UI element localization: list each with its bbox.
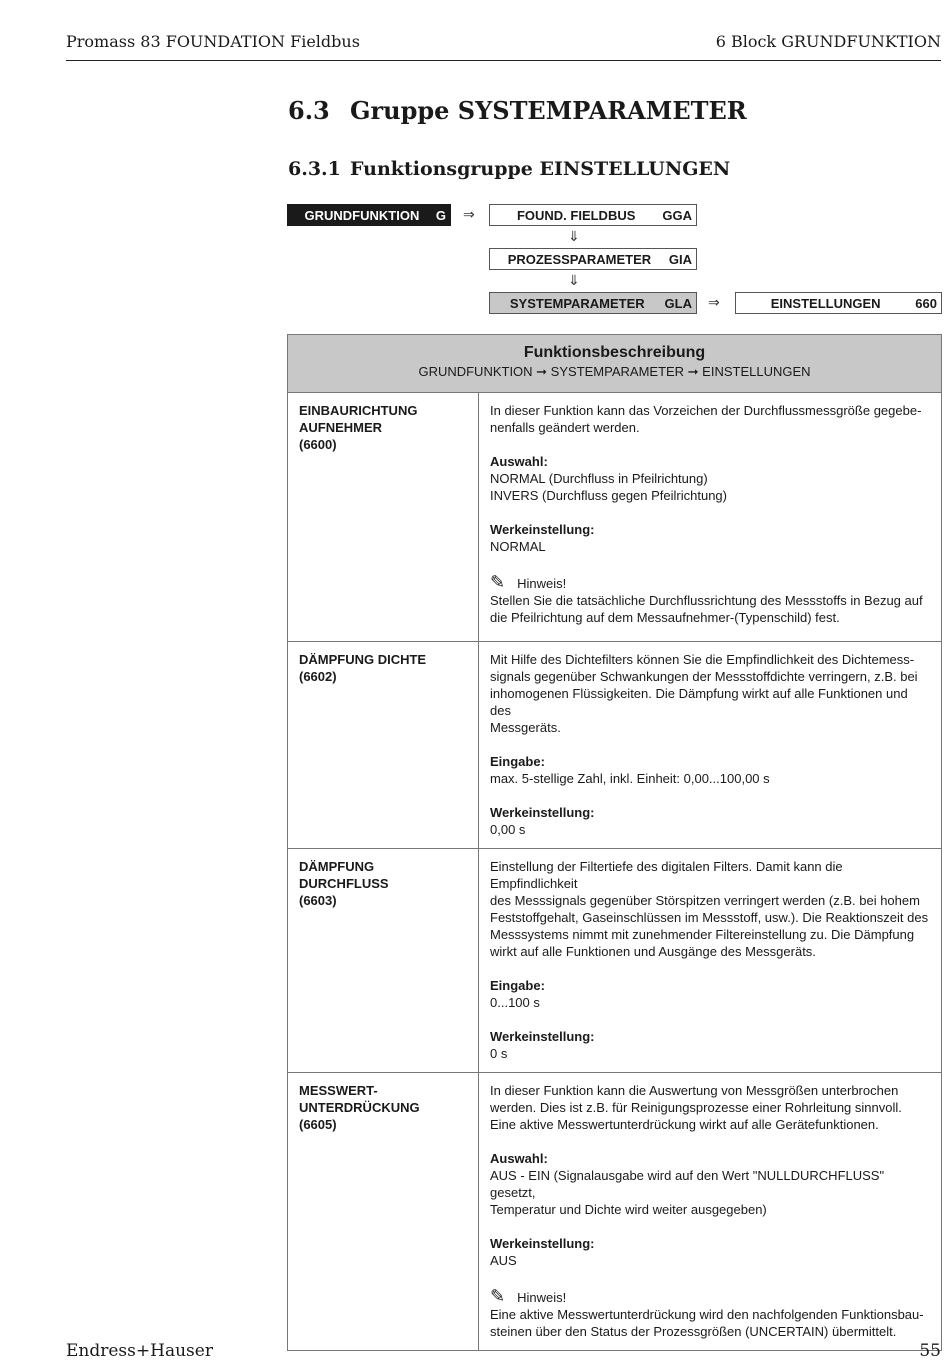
nav-label: FOUND. FIELDBUS bbox=[516, 207, 636, 223]
function-name-line: DURCHFLUSS bbox=[299, 876, 389, 891]
nav-arrow-right-icon: ⇒ bbox=[708, 294, 720, 310]
selection-option: Temperatur und Dichte wird weiter ausgegeben) bbox=[490, 1202, 767, 1217]
function-name bbox=[288, 393, 479, 642]
function-code: (6605) bbox=[299, 1117, 337, 1132]
table-row bbox=[288, 642, 942, 849]
nav-code: GGA bbox=[662, 207, 692, 223]
nav-label: GRUNDFUNKTION bbox=[304, 207, 420, 223]
function-name-line: EINBAURICHTUNG bbox=[299, 403, 418, 418]
description-line: inhomogenen Flüssigkeiten. Die Dämpfung wirkt auf alle Funktionen und des bbox=[490, 686, 908, 718]
header-rule bbox=[66, 60, 941, 61]
selection-option: INVERS (Durchfluss gegen Pfeilrichtung) bbox=[490, 488, 727, 503]
hint-line: die Pfeilrichtung auf dem Messaufnehmer-(Typenschild) fest. bbox=[490, 610, 840, 625]
nav-box-fieldbus bbox=[489, 204, 697, 226]
input-label: Eingabe: bbox=[490, 978, 545, 993]
hint bbox=[490, 574, 930, 592]
pencil-icon: ✎ bbox=[490, 1286, 506, 1306]
table-row bbox=[288, 849, 942, 1073]
function-code: (6600) bbox=[299, 437, 337, 452]
function-name-line: AUFNEHMER bbox=[299, 420, 383, 435]
function-name bbox=[288, 849, 479, 1073]
description-line: Messgeräts. bbox=[490, 720, 561, 735]
header-chapter: 6 Block GRUNDFUNKTION bbox=[715, 32, 941, 51]
description-line: Mit Hilfe des Dichtefilters können Sie die Empfindlichkeit des Dichtemess- bbox=[490, 652, 915, 667]
page-number: 55 bbox=[919, 1341, 941, 1361]
subsection-title: Funktionsgruppe EINSTELLUNGEN bbox=[350, 158, 731, 180]
nav-box-einstellungen bbox=[735, 292, 942, 314]
description-line: signals gegenüber Schwankungen der Messstoffdichte verringern, z.B. bei bbox=[490, 669, 918, 684]
table-header-row bbox=[288, 335, 942, 393]
footer-brand: Endress+Hauser bbox=[66, 1341, 213, 1361]
description-line: wirkt auf alle Funktionen und Ausgänge des Messgeräts. bbox=[490, 944, 816, 959]
hint-label: Hinweis! bbox=[517, 1290, 567, 1305]
hint bbox=[490, 1288, 930, 1306]
default-value: 0 s bbox=[490, 1046, 508, 1061]
nav-code: 660 bbox=[915, 295, 937, 311]
input-value: max. 5-stellige Zahl, inkl. Einheit: 0,00...100,00 s bbox=[490, 771, 770, 786]
nav-arrow-down-icon: ⇓ bbox=[568, 228, 580, 244]
header-title: Promass 83 FOUNDATION Fieldbus bbox=[66, 32, 360, 51]
function-code: (6603) bbox=[299, 893, 337, 908]
selection-label: Auswahl: bbox=[490, 1151, 548, 1166]
nav-label: EINSTELLUNGEN bbox=[770, 295, 881, 311]
function-table bbox=[287, 334, 942, 1351]
selection-option: NORMAL (Durchfluss in Pfeilrichtung) bbox=[490, 471, 708, 486]
section-number: 6.3 bbox=[288, 96, 330, 125]
description-line: werden. Dies ist z.B. für Reinigungsprozesse einer Rohrleitung sinnvoll. bbox=[490, 1100, 902, 1115]
description-line: In dieser Funktion kann das Vorzeichen der Durchflussmessgröße gegebe- bbox=[490, 403, 922, 418]
hint-line: Stellen Sie die tatsächliche Durchflussrichtung des Messstoffs in Bezug auf bbox=[490, 593, 923, 608]
description-line: nenfalls geändert werden. bbox=[490, 420, 640, 435]
table-row bbox=[288, 393, 942, 642]
hint-label: Hinweis! bbox=[517, 576, 567, 591]
function-name bbox=[288, 642, 479, 849]
nav-arrow-down-icon: ⇓ bbox=[568, 272, 580, 288]
nav-code: GIA bbox=[668, 251, 692, 267]
input-value: 0...100 s bbox=[490, 995, 540, 1010]
default-value: 0,00 s bbox=[490, 822, 526, 837]
default-value: AUS bbox=[490, 1253, 517, 1268]
nav-box-prozess bbox=[489, 248, 697, 270]
default-value: NORMAL bbox=[490, 539, 546, 554]
description-line: Einstellung der Filtertiefe des digitalen Filters. Damit kann die Empfindlichkeit bbox=[490, 859, 843, 891]
function-name-line: UNTERDRÜCKUNG bbox=[299, 1100, 420, 1115]
default-label: Werkeinstellung: bbox=[490, 522, 595, 537]
description-line: Messsystems nimmt mit zunehmender Filtereinstellung zu. Die Dämpfung bbox=[490, 927, 915, 942]
function-name-line: DÄMPFUNG bbox=[299, 859, 375, 874]
hint-line: steinen über den Status der Prozessgrößen (UNCERTAIN) übermittelt. bbox=[490, 1324, 897, 1339]
default-label: Werkeinstellung: bbox=[490, 1236, 595, 1251]
default-label: Werkeinstellung: bbox=[490, 805, 595, 820]
function-description bbox=[479, 642, 942, 849]
subsection-heading bbox=[288, 158, 730, 180]
nav-box-system bbox=[489, 292, 697, 314]
selection-label: Auswahl: bbox=[490, 454, 548, 469]
nav-arrow-right-icon: ⇒ bbox=[463, 206, 475, 222]
description-line: des Messsignals gegenüber Störspitzen verringert werden (z.B. bei hohem bbox=[490, 893, 920, 908]
function-description bbox=[479, 849, 942, 1073]
table-path: GRUNDFUNKTION ➞ SYSTEMPARAMETER ➞ EINSTELLUNGEN bbox=[418, 364, 811, 379]
function-name bbox=[288, 1073, 479, 1351]
default-label: Werkeinstellung: bbox=[490, 1029, 595, 1044]
function-description bbox=[479, 1073, 942, 1351]
nav-label: SYSTEMPARAMETER bbox=[509, 295, 645, 311]
function-name-line: MESSWERT- bbox=[299, 1083, 378, 1098]
section-heading bbox=[288, 96, 747, 125]
input-label: Eingabe: bbox=[490, 754, 545, 769]
nav-label: PROZESSPARAMETER bbox=[507, 251, 652, 267]
function-code: (6602) bbox=[299, 669, 337, 684]
subsection-number: 6.3.1 bbox=[288, 158, 341, 180]
function-description bbox=[479, 393, 942, 642]
description-line: In dieser Funktion kann die Auswertung von Messgrößen unterbrochen bbox=[490, 1083, 899, 1098]
nav-code: GLA bbox=[664, 295, 692, 311]
description-line: Feststoffgehalt, Gaseinschlüssen im Messstoff, usw.). Die Reaktionszeit des bbox=[490, 910, 929, 925]
section-title: Gruppe SYSTEMPARAMETER bbox=[350, 96, 747, 125]
hint-line: Eine aktive Messwertunterdrückung wird den nachfolgenden Funktionsbau- bbox=[490, 1307, 924, 1322]
description-line: Eine aktive Messwertunterdrückung wirkt auf alle Gerätefunktionen. bbox=[490, 1117, 879, 1132]
selection-option: AUS - EIN (Signalausgabe wird auf den Wert "NULLDURCHFLUSS" gesetzt, bbox=[490, 1168, 885, 1200]
table-row bbox=[288, 1073, 942, 1351]
nav-box-grundfunktion bbox=[287, 204, 451, 226]
function-name-line: DÄMPFUNG DICHTE bbox=[299, 652, 427, 667]
table-title: Funktionsbeschreibung bbox=[523, 344, 706, 361]
pencil-icon: ✎ bbox=[490, 572, 506, 592]
nav-code: G bbox=[435, 207, 446, 223]
table-header bbox=[288, 335, 942, 393]
